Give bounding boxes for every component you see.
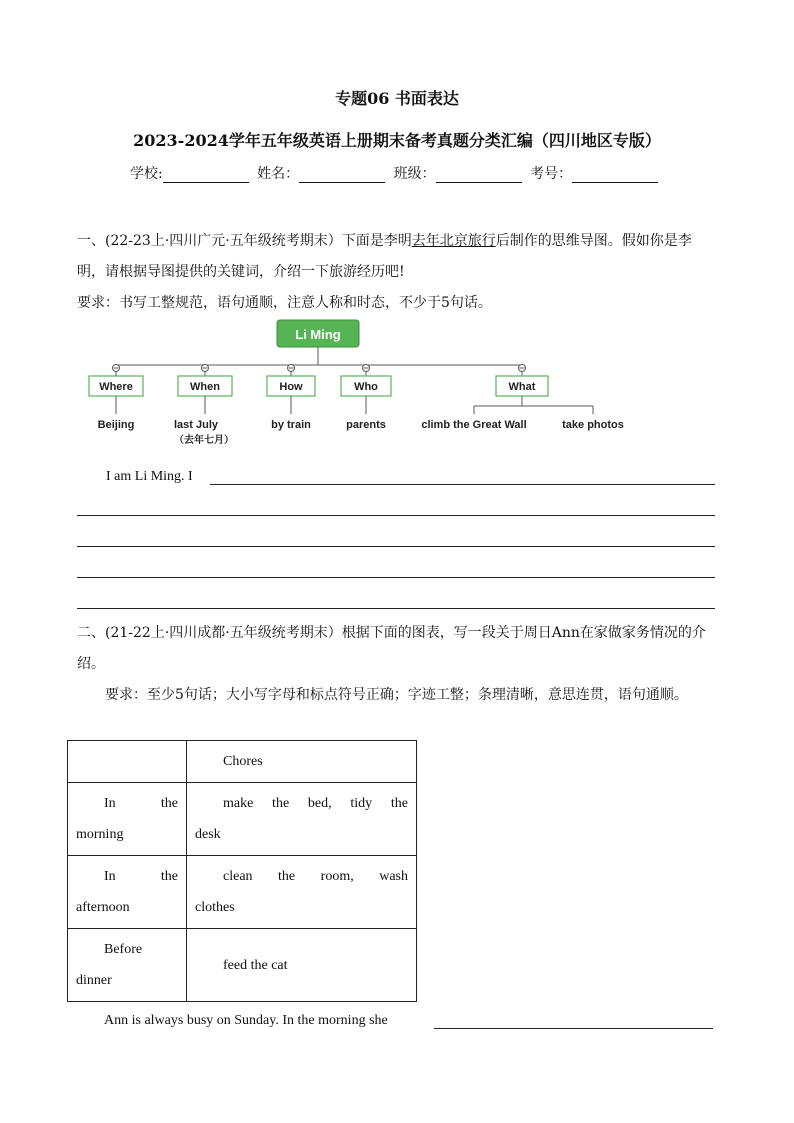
school-label: 学校: <box>130 166 163 182</box>
q1-answer-line[interactable] <box>77 608 715 609</box>
question-1 <box>77 226 719 319</box>
chores-line-1: clean the room, wash <box>223 869 408 884</box>
table-cell-chores <box>187 783 417 856</box>
mind-map-leaf-take-photos: take photos <box>562 419 624 431</box>
table-cell-chores: feed the cat <box>187 929 417 1002</box>
table-row <box>68 856 417 929</box>
time-word: In <box>104 869 116 884</box>
mind-map-branch-where: Where <box>99 381 133 393</box>
time-line-2: morning <box>76 827 124 842</box>
q2-answer-line[interactable] <box>434 1028 713 1029</box>
page-subtitle: 2023-2024学年五年级英语上册期末备考真题分类汇编（四川地区专版） <box>133 131 661 150</box>
time-word: the <box>160 869 178 884</box>
mind-map-leaf-beijing: Beijing <box>97 419 135 431</box>
mind-map-leaf-great-wall: climb the Great Wall <box>421 419 527 431</box>
page-title: 专题06 书面表达 <box>335 89 459 108</box>
school-blank[interactable] <box>163 168 249 183</box>
table-cell-time <box>68 856 187 929</box>
question-2-prompt: 二、(21-22上·四川成都·五年级统考期末）根据下面的图表，写一段关于周日Ann在家做家务情况的介绍。 <box>77 625 706 672</box>
q2-answer-lead: Ann is always busy on Sunday. In the morning she <box>104 1013 388 1028</box>
mind-map-leaf-last-july: last July <box>173 419 219 431</box>
question-1-prompt <box>77 226 719 288</box>
time-line-1: Before <box>104 942 143 957</box>
mind-map-branch-when: When <box>190 381 220 393</box>
q1-answer-line[interactable] <box>77 577 715 578</box>
mind-map-branch-how: How <box>279 381 303 393</box>
mind-map-leaf-by-train: by train <box>271 419 311 431</box>
q1-suffix: 后制作的思维导图。假如你是李明，请根据导图提供的关键词，介绍一下旅游经历吧! <box>77 233 692 280</box>
class-label: 班级： <box>393 166 436 182</box>
student-info-line <box>130 163 662 183</box>
question-2 <box>77 618 719 711</box>
time-word: In <box>104 796 116 811</box>
table-header-row <box>68 741 417 783</box>
q1-answer-line[interactable] <box>77 546 715 547</box>
time-word: the <box>160 796 178 811</box>
chores-table <box>67 740 417 1002</box>
exam-number-label: 考号： <box>530 166 573 182</box>
table-header-empty <box>68 741 187 783</box>
time-line-1 <box>76 861 178 892</box>
q1-prefix: 一、(22-23上·四川广元·五年级统考期末）下面是李明 <box>77 233 412 249</box>
q1-answer-line[interactable] <box>210 484 715 485</box>
time-line-2: afternoon <box>76 900 130 915</box>
table-cell-chores <box>187 856 417 929</box>
time-line-1 <box>76 788 178 819</box>
question-2-requirement: 要求：至少5句话；大小写字母和标点符号正确；字迹工整；条理清晰，意思连贯，语句通顺。 <box>105 687 688 703</box>
class-blank[interactable] <box>436 168 522 183</box>
q1-underlined: 去年北京旅行 <box>411 233 496 249</box>
q1-answer-lead: I am Li Ming. I <box>106 469 193 484</box>
mind-map-leaf-note: （去年七月） <box>174 435 234 446</box>
chores-line-2: clothes <box>195 900 235 915</box>
chores-line-2: desk <box>195 827 221 842</box>
mind-map <box>80 316 640 451</box>
mind-map-branch-who: Who <box>354 381 378 393</box>
name-blank[interactable] <box>299 168 385 183</box>
table-row <box>68 783 417 856</box>
mind-map-leaf-parents: parents <box>346 419 386 431</box>
table-cell-time <box>68 929 187 1002</box>
table-row <box>68 929 417 1002</box>
mind-map-branch-what: What <box>508 381 536 393</box>
chores-line-1: make the bed, tidy the <box>223 796 408 811</box>
exam-number-blank[interactable] <box>572 168 658 183</box>
question-1-requirement: 要求：书写工整规范，语句通顺，注意人称和时态，不少于5句话。 <box>77 295 492 311</box>
table-header-chores: Chores <box>187 741 417 783</box>
table-cell-time <box>68 783 187 856</box>
mind-map-root-label: Li Ming <box>295 327 341 342</box>
name-label: 姓名： <box>257 166 300 182</box>
q1-answer-line[interactable] <box>77 515 715 516</box>
time-line-2: dinner <box>76 973 112 988</box>
